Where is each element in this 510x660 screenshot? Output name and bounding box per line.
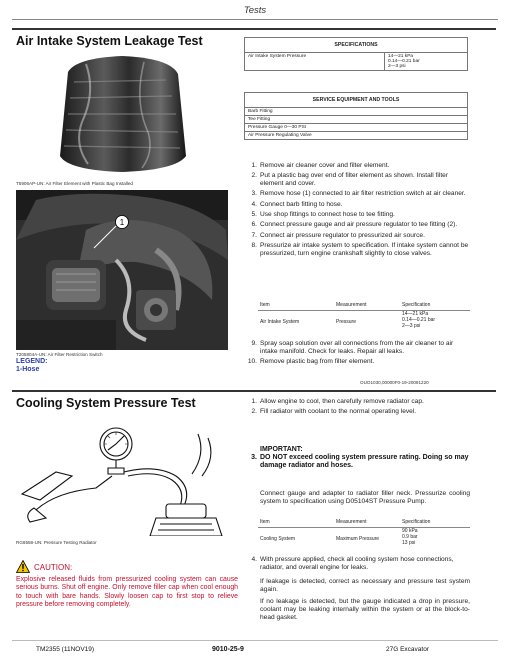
service-equipment-table: [244, 92, 468, 140]
table-row: [245, 53, 468, 71]
header-rule: [12, 19, 498, 20]
row-item: Air Intake System: [258, 311, 334, 330]
step-item: [246, 398, 470, 406]
air-filter-bag-illustration: [16, 52, 228, 174]
step-number: 10 .: [246, 358, 257, 366]
step-item: [246, 221, 470, 229]
running-header: [0, 0, 510, 22]
step-text: Use shop fittings to connect hose to tee fitting.: [260, 210, 395, 218]
step-text: Connect barb fitting to hose.: [260, 200, 343, 208]
equipment-item: Barb Fitting: [245, 108, 468, 116]
section2-title: Cooling System Pressure Test: [16, 396, 196, 410]
step-text: Remove plastic bag from filter element.: [260, 358, 375, 366]
legend-item: 1-Hose: [16, 366, 40, 373]
row-measurement: Maximum Pressure: [334, 528, 400, 547]
figure2-caption: T205804A-UN: Air Filter Restriction Switch: [16, 352, 103, 357]
figure-air-filter-bag: [16, 52, 228, 174]
step-number: 5 .: [246, 211, 257, 219]
table-row: [245, 132, 468, 140]
step-text: Allow engine to cool, then carefully remove radiator cap.: [260, 398, 424, 405]
section1-top-rule: [12, 28, 496, 30]
table-row: [258, 311, 470, 330]
step-item: [246, 408, 470, 416]
column-header: Item: [260, 302, 270, 308]
step-number: 9 .: [246, 340, 257, 348]
footer-page-number: 9010-25-9: [212, 646, 244, 653]
step-number: 1 .: [246, 398, 257, 406]
important-label: IMPORTANT:: [260, 446, 303, 453]
step-item: [246, 211, 470, 219]
important-text: DO NOT exceed cooling system pressure rating. Doing so may damage radiator and hoses.: [260, 454, 469, 470]
row-spec: 90 kPa: [402, 528, 418, 534]
step-item: [246, 162, 470, 170]
step-number: 3 .: [246, 190, 257, 198]
column-header: Specification: [402, 519, 431, 525]
step-item: [246, 358, 470, 366]
spec-value: 14—21 kPa: [388, 54, 414, 59]
equipment-item: Air Pressure Regulating Valve: [245, 132, 468, 140]
step-number: 7 .: [246, 232, 257, 240]
step-text: Connect pressure gauge and air pressure regulator to tee fitting (2).: [260, 221, 458, 229]
column-header: Measurement: [336, 519, 367, 525]
cooling-measurement-table: [258, 519, 470, 546]
air-intake-measurement-table: [258, 302, 470, 329]
row-spec: 0.14—0.21 bar: [402, 317, 436, 323]
step-number: 2 .: [246, 408, 257, 416]
step-item: [246, 172, 470, 188]
equipment-item: Pressure Gauge 0—30 PSI: [245, 124, 468, 132]
footer-right: 27G Excavator: [386, 646, 429, 653]
row-measurement: Pressure: [334, 311, 400, 330]
step-number: 6 .: [246, 221, 257, 229]
section1-steps-a: [246, 162, 470, 260]
step-item: [246, 340, 470, 356]
step-text: Put a plastic bag over end of filter element as shown. Install filter element and cover.: [260, 172, 449, 188]
specifications-heading: SPECIFICATIONS: [245, 38, 468, 53]
footer-left: TM2355 (11NOV19): [36, 646, 95, 653]
spec-value: 2—3 psi: [388, 64, 406, 69]
table-row: [245, 116, 468, 124]
step-number: 3 .: [246, 454, 257, 462]
section1-title: Air Intake System Leakage Test: [16, 34, 203, 48]
step-text: Remove hose (1) connected to air filter restriction switch at air cleaner.: [260, 190, 466, 198]
spec-value: 0.14—0.21 bar: [388, 59, 420, 64]
caution-text: Explosive released fluids from pressurized cooling system can cause serious burns. Shut off engine. Only remove filler cap when cool enough to touch with bare hands. Slowly loosen cap to first stop to relieve pressure before removing completely.: [16, 576, 238, 608]
row-spec: 0.9 bar: [402, 534, 418, 540]
step-item: [246, 454, 470, 471]
step-text: Pressurize air intake system to specification. If intake system cannot be pressurized, turn engine crankshaft slightly to close valves.: [260, 241, 469, 257]
step-item: [246, 190, 470, 198]
step-item: [246, 201, 470, 209]
service-equipment-heading: SERVICE EQUIPMENT AND TOOLS: [245, 93, 468, 108]
section1-steps-b: [246, 340, 470, 368]
legend-title: LEGEND:: [16, 358, 48, 365]
step-text: Remove air cleaner cover and filter element.: [260, 162, 390, 169]
step-text: Spray soap solution over all connections from the air cleaner to air intake manifold. Check for leaks. Repair all leaks.: [260, 340, 454, 355]
figure-radiator-caption: RG6558-UN: Pressure Testing Radiator: [16, 540, 97, 545]
step-item: [246, 232, 470, 240]
connect-gauge-text: Connect gauge and adapter to radiator filler neck. Pressurize cooling system to specification using D05104ST Pressure Pump.: [260, 490, 470, 505]
table-row: [245, 124, 468, 132]
important-step: [246, 454, 470, 473]
table-row: [245, 108, 468, 116]
step-number: 8 .: [246, 242, 257, 250]
section2-steps-a: [246, 398, 470, 419]
row-spec: 13 psi: [402, 540, 416, 546]
figure1-caption: T5906AP-UN: Air Filter Element with Plastic Bag Installed: [16, 181, 133, 186]
row-spec: 14—21 kPa: [402, 311, 429, 317]
step-number: 1 .: [246, 162, 257, 170]
step-text: Fill radiator with coolant to the normal operating level.: [260, 408, 417, 416]
callout-number: 1: [119, 218, 125, 227]
equipment-item: Tee Fitting: [245, 116, 468, 124]
column-header: Specification: [402, 302, 431, 308]
row-item: Cooling System: [258, 528, 334, 547]
step-number: 4 .: [246, 556, 257, 564]
table-row: [258, 528, 470, 547]
step-item: [246, 556, 470, 572]
row-spec: 2—3 psi: [402, 323, 421, 329]
column-header: Item: [260, 519, 270, 525]
section2-step4: [246, 556, 470, 574]
step-number: 4 .: [246, 201, 257, 209]
specifications-table: [244, 37, 468, 71]
figure-pressure-testing-radiator: [16, 414, 228, 536]
section1-reference: OUO1030,00000F0-19-20091220: [360, 380, 429, 385]
footer-rule: [12, 640, 498, 641]
leak-detected-text: If leakage is detected, correct as necessary and pressure test system again.: [260, 578, 470, 593]
caution-label: CAUTION:: [34, 563, 73, 572]
figure-restriction-switch: [16, 190, 228, 350]
engine-compartment-illustration: [16, 190, 228, 350]
step-item: [246, 242, 470, 258]
column-header: Measurement: [336, 302, 367, 308]
section2-top-rule: [12, 390, 496, 392]
step-text: Connect air pressure regulator to pressurized air source.: [260, 231, 425, 239]
step-number: 2 .: [246, 172, 257, 180]
step-text: With pressure applied, check all cooling system hose connections, radiator, and overall engine for leaks.: [260, 556, 454, 571]
pressure-drop-text: If no leakage is detected, but the gauge indicated a drop in pressure, coolant may be leaking internally within the system or at the block-to-head gasket.: [260, 598, 470, 621]
header-title: Tests: [243, 5, 267, 16]
spec-label: Air Intake System Pressure: [245, 53, 385, 71]
pressure-test-illustration: [16, 414, 228, 536]
